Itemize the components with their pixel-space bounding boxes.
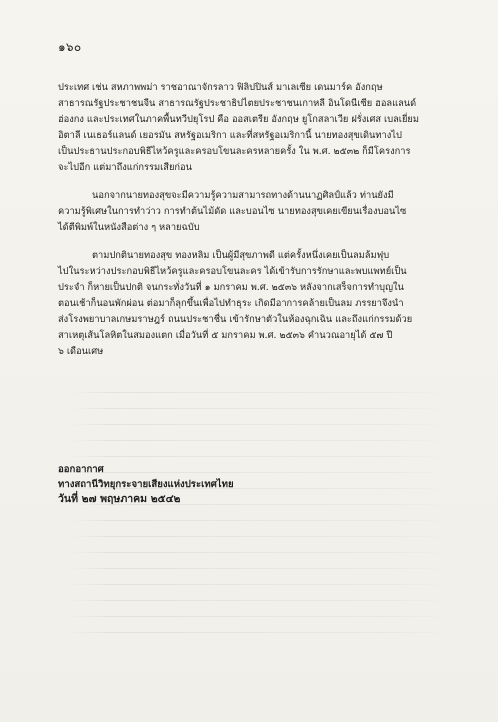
bleed-line xyxy=(70,584,450,585)
text-line: ตามปกตินายทองสุข ทองหลิม เป็นผู้มีสุขภาพดี แต่ครั้งหนึ่งเคยเป็นลมล้มฟุบ xyxy=(92,250,390,261)
text-line: ฮ่องกง และประเทศในภาคพื้นทวีปยุโรป คือ ออสเตรีย อังกฤษ ยูโกสลาเวีย ฝรั่งเศส เบลเยี่ยม xyxy=(58,114,419,125)
text-line: อิตาลี เนเธอร์แลนด์ เยอรมัน สหรัฐอเมริกา และที่สหรัฐอเมริกานี้ นายทองสุขเดินทางไป xyxy=(58,130,402,141)
bleed-line xyxy=(70,568,450,569)
bleed-line xyxy=(70,440,450,441)
paragraph-health xyxy=(58,248,448,360)
bleed-line xyxy=(70,536,450,537)
text-line: เป็นประธานประกอบพิธีไหว้ครูและครอบโขนละครหลายครั้ง ใน พ.ศ. ๒๕๓๒ ก็มีโครงการ xyxy=(58,146,411,157)
broadcast-date: วันที่ ๒๗ พฤษภาคม ๒๕๔๒ xyxy=(58,493,181,505)
broadcast-station: ทางสถานีวิทยุกระจายเสียงแห่งประเทศไทย xyxy=(58,479,234,490)
bleed-line xyxy=(70,456,450,457)
bleed-line xyxy=(70,408,450,409)
bleed-line xyxy=(70,520,450,521)
text-line: ประจำ ก็หายเป็นปกติ จนกระทั่งวันที่ ๑ มกราคม พ.ศ. ๒๕๓๖ หลังจากเสร็จการทำบุญใน xyxy=(58,282,404,293)
paragraph-countries xyxy=(58,80,448,176)
bleed-line xyxy=(70,424,450,425)
text-line: จะไปอีก แต่มาถึงแก่กรรมเสียก่อน xyxy=(58,162,192,173)
paragraph-skills xyxy=(58,188,448,236)
text-line: ไปในระหว่างประกอบพิธีไหว้ครูและครอบโขนละคร ได้เข้ารับการรักษาและพบแพทย์เป็น xyxy=(58,266,407,277)
text-line: ๖ เดือนเศษ xyxy=(58,346,104,357)
text-line: ได้ตีพิมพ์ในหนังสือต่าง ๆ หลายฉบับ xyxy=(58,222,200,233)
text-line: ความรู้พิเศษในการทำว่าว การทำต้นไม้ดัด และบอนไซ นายทองสุขเคยเขียนเรื่องบอนไซ xyxy=(58,206,407,217)
text-line: สาเหตุเส้นโลหิตในสมองแตก เมื่อวันที่ ๕ มกราคม พ.ศ. ๒๕๓๖ คำนวณอายุได้ ๕๗ ปี xyxy=(58,330,393,341)
bleed-line xyxy=(70,600,450,601)
text-line: นอกจากนายทองสุขจะมีความรู้ความสามารถทางด้านนาฏศิลป์แล้ว ท่านยังมี xyxy=(92,190,394,201)
bleed-line xyxy=(70,392,450,393)
document-body xyxy=(58,80,448,360)
bleed-through-shadow xyxy=(70,392,450,672)
text-line: ส่งโรงพยาบาลเกษมราษฎร์ ถนนประชาชื่น เข้ารักษาตัวในห้องฉุกเฉิน และถึงแก่กรรมด้วย xyxy=(58,314,413,325)
text-line: ตอนเช้าก็นอนพักผ่อน ต่อมาก็ลุกขึ้นเพื่อไปทำธุระ เกิดมีอาการคล้ายเป็นลม ภรรยาจึงนำ xyxy=(58,298,404,309)
text-line: สาธารณรัฐประชาชนจีน สาธารณรัฐประชาธิปไตยประชาชนเกาหลี อินโดนีเซีย ฮอลแลนด์ xyxy=(58,98,417,109)
bleed-line xyxy=(70,616,450,617)
broadcast-signature xyxy=(58,462,234,507)
bleed-line xyxy=(70,552,450,553)
page-number: ๑๖๐ xyxy=(58,40,82,54)
bleed-line xyxy=(70,632,450,633)
text-line: ประเทศ เช่น สหภาพพม่า ราชอาณาจักรลาว ฟิลิปปินส์ มาเลเซีย เดนมาร์ค อังกฤษ xyxy=(58,82,383,93)
broadcast-label: ออกอากาศ xyxy=(58,464,104,475)
